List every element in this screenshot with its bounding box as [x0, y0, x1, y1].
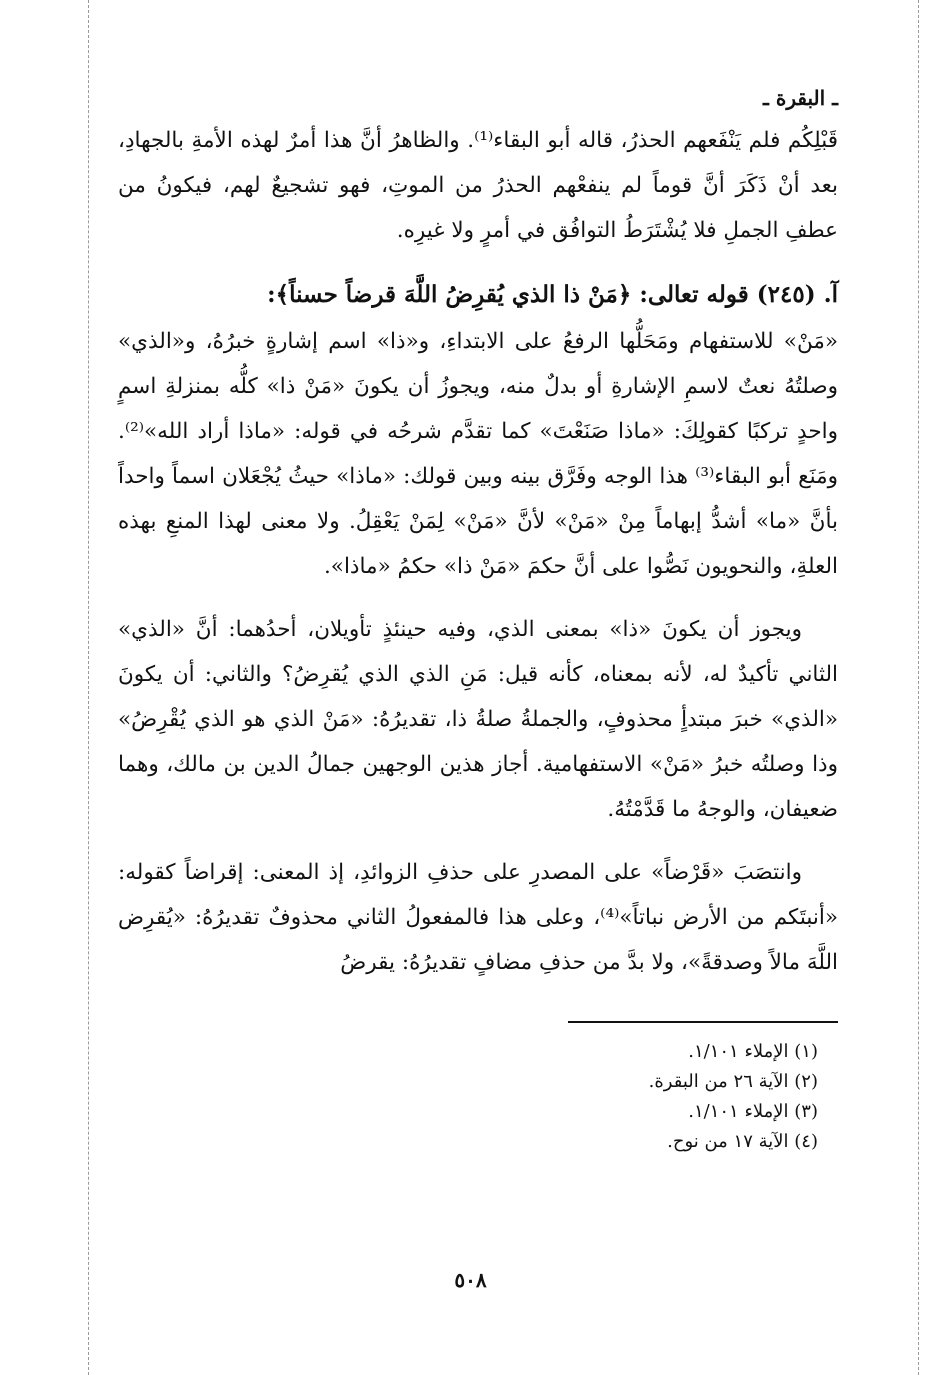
footnote-item: (٣) الإملاء ١/١٠١.	[688, 1101, 818, 1122]
paragraph-second-reading: ويجوز أن يكونَ «ذا» بمعنى الذي، وفيه حينئذٍ تأويلان، أحدُهما: أنَّ «الذي» الثاني تأكيدٌ له، لأنه بمعناه، كأنه قيل: مَنِ الذي الذي يُقرِضُ؟ والثاني: أن يكونَ «الذي» خبرَ مبتدأٍ محذوفٍ، والجملةُ صلةُ ذا، تقديرُهُ: «مَنْ الذي هو الذي يُقْرِضُ» وذا وصلتُه خبرُ «مَنْ» الاستفهامية. أجاز هذين الوجهين جمالُ الدين بن مالك، وهما ضعيفان، والوجهُ ما قَدَّمْتُهُ.	[118, 617, 838, 822]
page-number: ٥٠٨	[454, 1268, 487, 1292]
verse-heading: آ. (٢٤٥) قوله تعالى: ﴿مَنْ ذا الذي يُقرِضُ اللَّهَ قرضاً حسناً﴾:	[267, 281, 838, 308]
footnotes-list	[118, 1037, 838, 1157]
paragraph-continuation: قَبْلِكُم فلم يَنْفَعهم الحذرُ، قاله أبو البقاء⁽¹⁾. والظاهرُ أنَّ هذا أمرٌ لهذه الأمةِ بالجهادِ، بعد أنْ ذَكَرَ أنَّ قوماً لم ينفعْهم الحذرُ من الموتِ، فهو تشجيعٌ لهم، فيكونُ من عطفِ الجملِ فلا يُشْتَرَطُ التوافُق في أمرٍ ولا غيرِه.	[118, 128, 838, 243]
paragraph-qardan: وانتصَبَ «قَرْضاً» على المصدرِ على حذفِ الزوائدِ، إذ المعنى: إقراضاً كقوله: «أنبتَكم من الأرض نباتاً»⁽⁴⁾، وعلى هذا فالمفعولُ الثاني محذوفٌ تقديرُهُ: «يُقرِض اللَّهَ مالاً وصدقةً»، ولا بدَّ من حذفِ مضافٍ تقديرُهُ: يقرضُ	[118, 860, 838, 975]
footnote-item: (٤) الآية ١٧ من نوح.	[667, 1131, 818, 1152]
footnote-item: (١) الإملاء ١/١٠١.	[688, 1041, 818, 1062]
scan-border-left	[88, 0, 89, 1375]
footnote-separator	[568, 1021, 838, 1023]
running-title: ـ البقرة ـ	[763, 86, 838, 110]
book-page	[118, 80, 838, 1157]
footnote-item: (٢) الآية ٢٦ من البقرة.	[648, 1071, 818, 1092]
scan-border-right	[918, 0, 919, 1375]
paragraph-analysis: «مَنْ» للاستفهام ومَحَلُّها الرفعُ على الابتداءِ، و«ذا» اسم إشارةٍ خبرُهُ، و«الذي» وصلتُهُ نعتٌ لاسمِ الإشارةِ أو بدلٌ منه، ويجوزُ أن يكونَ «مَنْ ذا» كلُّه بمنزلةِ اسمٍ واحدٍ تركبًا كقولِكَ: «ماذا صَنَعْتَ» كما تقدَّم شرحُه في قوله: «ماذا أراد الله»⁽²⁾. ومَنَع أبو البقاء⁽³⁾ هذا الوجه وفَرَّق بينه وبين قولك: «ماذا» حيثُ يُجْعَلان اسماً واحداً بأنَّ «ما» أشدُّ إبهاماً مِنْ «مَنْ» لأنَّ «مَنْ» لِمَنْ يَعْقِلُ. ولا معنى لهذا المنعِ بهذه العلةِ، والنحويون نَصُّوا على أنَّ حكمَ «مَنْ ذا» حكمُ «ماذا».	[118, 329, 838, 579]
